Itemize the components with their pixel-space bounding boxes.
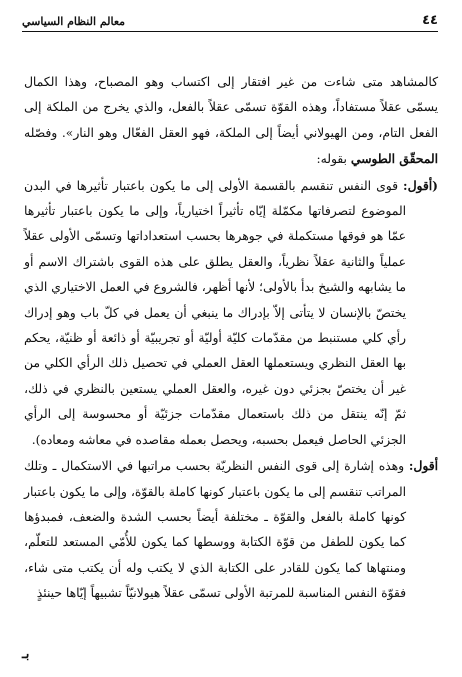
paragraph-commentary (24, 453, 438, 606)
paragraph-quote-ending (24, 70, 438, 173)
running-title: معالم النظام السياسي (22, 15, 126, 28)
body-text (24, 70, 438, 607)
paragraph-lead: أقول: (408, 458, 438, 474)
author-name: المحقّق الطوسي (350, 151, 438, 167)
catchword: بـ (22, 647, 30, 662)
paragraph-text: بقوله: (316, 152, 347, 167)
page-number: ٤٤ (422, 13, 438, 28)
paragraph-text: قوى النفس تنقسم بالقسمة الأولى إلى ما يكون باعتبار تأثيرها في البدن الموضوع لتصرفاتها مكمّلة إيّاه تأثيراً اختيارياً، وإلى ما يكون باعتبار تأثيرها عمّا هو فوقها مستكملة في جوهرها بحسب استعداداتها وتسمّى الأولى عقلاً عملياً والثانية عقلاً نظرياً، والعقل يطلق على هذه القوى باشتراك الاسم أو ما يشابهه والشيخ بدأ بالأولى؛ لأنها أظهر، فالشروع في العمل الاختياري الذي يختصّ بالإنسان لا يتأتى إلاّ بإدراك ما ينبغي أن يعمل في كلّ باب وهو إدراك رأي كلي مستنبط من مقدّمات كليّة أوليّة أو تجريبيّة أو ذائعة أو ظنيّة، يحكم بها العقل النظري ويستعملها العقل العملي في تحصيل ذلك الرأي الكلي من غير أن يختصّ بجزئي دون غيره، والعقل العملي يستعين بالنظري في ذلك، ثمّ إنّه ينتقل من ذلك باستعمال مقدّمات جزئيّة أو محسوسة إلى الرأي الجزئي الحاصل فيعمل بحسبه، ويحصل بعمله مقاصده في معاشه ومعاده). (24, 178, 406, 447)
paragraph-lead: (أقول: (403, 177, 438, 193)
paragraph-commentary-quote (24, 173, 438, 453)
header-rule (22, 31, 438, 32)
paragraph-text: كالمشاهد متى شاءت من غير افتقار إلى اكتساب وهو المصباح، وهذا الكمال يسمّى عقلاً مستفاداً، وهذه القوّة تسمّى عقلاً بالفعل، والذي يخرج من الملكة إلى الفعل التام، ومن الهيولاني أيضاً إلى الملكة، فهو العقل الفعّال وهو النار». وفصّله (24, 75, 438, 140)
running-head (22, 8, 438, 28)
paragraph-text: وهذه إشارة إلى قوى النفس النظريّة بحسب مراتبها في الاستكمال ـ وتلك المراتب تنقسم إلى ما يكون باعتبار كونها كاملة بالقوّة، وإلى ما يكون باعتبار كونها كاملة بالفعل والقوّة ـ مختلفة أيضاً بحسب الشدة والضعف، فمبدؤها كما يكون للطفل من قوّة الكتابة ووسطها كما يكون للأُمّي المستعد للتعلّم، ومنتهاها كما يكون للقادر على الكتابة الذي لا يكتب وله أن يكتب متى شاء، فقوّة النفس المناسبة للمرتبة الأولى تسمّى عقلاً هيولانيّاً تشبيهاً إيّاها حينئذٍ (24, 459, 406, 601)
